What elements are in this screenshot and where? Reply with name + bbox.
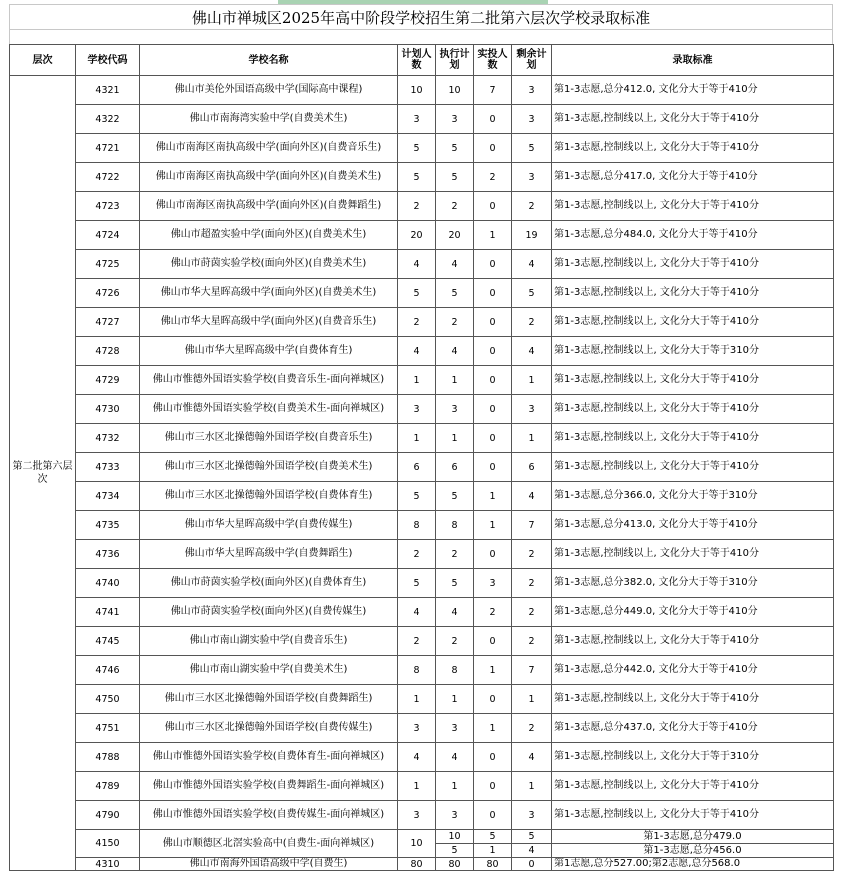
school-code: 4735 <box>76 511 140 540</box>
school-name: 佛山市南海湾实验中学(自费美术生) <box>140 105 398 134</box>
school-name: 佛山市惟德外国语实验学校(自费传媒生-面向禅城区) <box>140 801 398 830</box>
table-row <box>10 134 834 163</box>
table-row <box>10 858 834 871</box>
school-name: 佛山市三水区北操德翰外国语学校(自费体育生) <box>140 482 398 511</box>
actual-value: 5 <box>474 830 512 844</box>
actual-count: 0 <box>474 685 512 714</box>
actual-value: 1 <box>474 844 512 858</box>
exec-plan: 5 <box>436 134 474 163</box>
exec-plan: 5 <box>436 482 474 511</box>
remain-plan: 2 <box>512 627 552 656</box>
actual-count: 0 <box>474 743 512 772</box>
actual-count: 7 <box>474 76 512 105</box>
school-name: 佛山市南海区南执高级中学(面向外区)(自费舞蹈生) <box>140 192 398 221</box>
remain-plan: 2 <box>512 569 552 598</box>
admission-standard: 第1-3志愿,控制线以上, 文化分大于等于410分 <box>552 250 834 279</box>
admission-standard: 第1-3志愿,控制线以上, 文化分大于等于410分 <box>552 105 834 134</box>
actual-count: 0 <box>474 279 512 308</box>
plan-count: 4 <box>398 743 436 772</box>
plan-count: 8 <box>398 656 436 685</box>
actual-count: 0 <box>474 453 512 482</box>
school-name: 佛山市三水区北操德翰外国语学校(自费音乐生) <box>140 424 398 453</box>
header-plan: 计划人数 <box>398 45 436 76</box>
school-code: 4727 <box>76 308 140 337</box>
exec-plan: 2 <box>436 540 474 569</box>
school-name: 佛山市三水区北操德翰外国语学校(自费美术生) <box>140 453 398 482</box>
table-row <box>10 395 834 424</box>
remain-plan: 1 <box>512 424 552 453</box>
school-name: 佛山市惟德外国语实验学校(自费舞蹈生-面向禅城区) <box>140 772 398 801</box>
school-code: 4751 <box>76 714 140 743</box>
remain-plan: 7 <box>512 511 552 540</box>
exec-plan: 1 <box>436 772 474 801</box>
remain-plan: 1 <box>512 772 552 801</box>
header-name: 学校名称 <box>140 45 398 76</box>
exec-plan: 2 <box>436 308 474 337</box>
admission-standard: 第1-3志愿,总分484.0, 文化分大于等于410分 <box>552 221 834 250</box>
admission-standard: 第1-3志愿,控制线以上, 文化分大于等于410分 <box>552 366 834 395</box>
school-name: 佛山市三水区北操德翰外国语学校(自费传媒生) <box>140 714 398 743</box>
admission-standard: 第1-3志愿,控制线以上, 文化分大于等于410分 <box>552 801 834 830</box>
school-code: 4788 <box>76 743 140 772</box>
plan-count: 4 <box>398 337 436 366</box>
exec-plan: 1 <box>436 424 474 453</box>
remain-plan: 2 <box>512 308 552 337</box>
table-row <box>10 569 834 598</box>
table-row <box>10 540 834 569</box>
actual-count: 1 <box>474 656 512 685</box>
school-code: 4746 <box>76 656 140 685</box>
exec-plan: 6 <box>436 453 474 482</box>
exec-plan: 20 <box>436 221 474 250</box>
plan-count: 6 <box>398 453 436 482</box>
school-code: 4745 <box>76 627 140 656</box>
plan-count: 10 <box>398 830 436 858</box>
remain-plan: 6 <box>512 453 552 482</box>
exec-value: 5 <box>436 844 474 858</box>
school-code: 4740 <box>76 569 140 598</box>
header-level: 层次 <box>10 45 76 76</box>
admission-standard: 第1-3志愿,控制线以上, 文化分大于等于410分 <box>552 540 834 569</box>
school-code: 4722 <box>76 163 140 192</box>
school-name: 佛山市美伦外国语高级中学(国际高中课程) <box>140 76 398 105</box>
school-name: 佛山市莳茵实验学校(面向外区)(自费传媒生) <box>140 598 398 627</box>
exec-plan: 8 <box>436 511 474 540</box>
admission-standard: 第1-3志愿,总分442.0, 文化分大于等于410分 <box>552 656 834 685</box>
table-row <box>10 511 834 540</box>
table-row <box>10 743 834 772</box>
school-name: 佛山市超盈实验中学(面向外区)(自费美术生) <box>140 221 398 250</box>
admission-standard: 第1-3志愿,总分456.0 <box>552 844 834 858</box>
school-code: 4741 <box>76 598 140 627</box>
header-row <box>10 45 834 76</box>
plan-count: 5 <box>398 279 436 308</box>
school-code: 4150 <box>76 830 140 858</box>
school-name: 佛山市南海区南执高级中学(面向外区)(自费美术生) <box>140 163 398 192</box>
plan-count: 4 <box>398 598 436 627</box>
actual-count: 0 <box>474 250 512 279</box>
header-standard: 录取标准 <box>552 45 834 76</box>
table-row <box>10 772 834 801</box>
admission-standard: 第1-3志愿,总分412.0, 文化分大于等于410分 <box>552 76 834 105</box>
plan-count: 5 <box>398 134 436 163</box>
actual-count: 1 <box>474 221 512 250</box>
remain-plan: 4 <box>512 743 552 772</box>
table-row <box>10 163 834 192</box>
header-code: 学校代码 <box>76 45 140 76</box>
plan-count: 2 <box>398 192 436 221</box>
exec-plan: 3 <box>436 105 474 134</box>
school-name: 佛山市华大星晖高级中学(自费传媒生) <box>140 511 398 540</box>
school-code: 4725 <box>76 250 140 279</box>
exec-value: 10 <box>436 830 474 844</box>
plan-count: 3 <box>398 714 436 743</box>
plan-count: 3 <box>398 801 436 830</box>
actual-count: 2 <box>474 598 512 627</box>
table-row-split <box>10 830 834 844</box>
remain-plan: 19 <box>512 221 552 250</box>
remain-plan: 3 <box>512 105 552 134</box>
actual-count: 0 <box>474 772 512 801</box>
table-row <box>10 685 834 714</box>
admission-standard: 第1-3志愿,控制线以上, 文化分大于等于410分 <box>552 192 834 221</box>
actual-count: 0 <box>474 540 512 569</box>
school-code: 4732 <box>76 424 140 453</box>
actual-count: 2 <box>474 163 512 192</box>
remain-plan: 1 <box>512 366 552 395</box>
plan-count: 5 <box>398 163 436 192</box>
school-code: 4728 <box>76 337 140 366</box>
table-row <box>10 279 834 308</box>
school-code: 4321 <box>76 76 140 105</box>
actual-count: 0 <box>474 627 512 656</box>
school-code: 4789 <box>76 772 140 801</box>
actual-count: 1 <box>474 511 512 540</box>
school-code: 4322 <box>76 105 140 134</box>
admission-standard: 第1-3志愿,控制线以上, 文化分大于等于410分 <box>552 685 834 714</box>
plan-count: 1 <box>398 424 436 453</box>
school-name: 佛山市三水区北操德翰外国语学校(自费舞蹈生) <box>140 685 398 714</box>
remain-plan: 2 <box>512 598 552 627</box>
plan-count: 10 <box>398 76 436 105</box>
school-name: 佛山市南山湖实验中学(自费美术生) <box>140 656 398 685</box>
table-row <box>10 250 834 279</box>
actual-count: 0 <box>474 801 512 830</box>
school-code: 4726 <box>76 279 140 308</box>
table-row <box>10 337 834 366</box>
blank-row <box>9 30 833 44</box>
remain-plan: 4 <box>512 337 552 366</box>
admission-standard: 第1-3志愿,控制线以上, 文化分大于等于410分 <box>552 395 834 424</box>
school-code: 4790 <box>76 801 140 830</box>
actual-count: 0 <box>474 337 512 366</box>
sheet-title: 佛山市禅城区2025年高中阶段学校招生第二批第六层次学校录取标准 <box>9 4 833 30</box>
school-name: 佛山市华大星晖高级中学(自费舞蹈生) <box>140 540 398 569</box>
school-code: 4723 <box>76 192 140 221</box>
admission-standard: 第1志愿,总分527.00;第2志愿,总分568.0 <box>552 858 834 871</box>
exec-plan: 4 <box>436 250 474 279</box>
remain-value: 5 <box>512 830 552 844</box>
admission-table <box>9 44 834 871</box>
actual-count: 0 <box>474 105 512 134</box>
admission-standard: 第1-3志愿,总分366.0, 文化分大于等于310分 <box>552 482 834 511</box>
actual-count: 0 <box>474 192 512 221</box>
table-row <box>10 366 834 395</box>
admission-standard: 第1-3志愿,总分449.0, 文化分大于等于410分 <box>552 598 834 627</box>
actual-count: 0 <box>474 134 512 163</box>
header-exec: 执行计划 <box>436 45 474 76</box>
admission-standard: 第1-3志愿,控制线以上, 文化分大于等于310分 <box>552 743 834 772</box>
table-body <box>10 76 834 871</box>
exec-plan: 4 <box>436 337 474 366</box>
actual-count: 80 <box>474 858 512 871</box>
table-row <box>10 627 834 656</box>
plan-count: 1 <box>398 772 436 801</box>
table-row <box>10 598 834 627</box>
school-code: 4733 <box>76 453 140 482</box>
exec-plan: 5 <box>436 569 474 598</box>
table-row <box>10 714 834 743</box>
school-name: 佛山市莳茵实验学校(面向外区)(自费美术生) <box>140 250 398 279</box>
remain-value: 4 <box>512 844 552 858</box>
actual-count: 0 <box>474 308 512 337</box>
actual-count: 0 <box>474 366 512 395</box>
plan-count: 1 <box>398 366 436 395</box>
table-row <box>10 453 834 482</box>
admission-standard: 第1-3志愿,控制线以上, 文化分大于等于410分 <box>552 134 834 163</box>
plan-count: 2 <box>398 308 436 337</box>
table-row <box>10 221 834 250</box>
remain-plan: 3 <box>512 76 552 105</box>
remain-plan: 4 <box>512 250 552 279</box>
exec-plan: 3 <box>436 801 474 830</box>
school-name: 佛山市华大星晖高级中学(自费体育生) <box>140 337 398 366</box>
school-code: 4734 <box>76 482 140 511</box>
admission-standard: 第1-3志愿,总分417.0, 文化分大于等于410分 <box>552 163 834 192</box>
plan-count: 3 <box>398 105 436 134</box>
table-row <box>10 192 834 221</box>
school-name: 佛山市惟德外国语实验学校(自费音乐生-面向禅城区) <box>140 366 398 395</box>
exec-plan: 2 <box>436 192 474 221</box>
school-code: 4730 <box>76 395 140 424</box>
remain-plan: 5 <box>512 134 552 163</box>
school-code: 4721 <box>76 134 140 163</box>
actual-count: 1 <box>474 714 512 743</box>
plan-count: 20 <box>398 221 436 250</box>
exec-plan: 80 <box>436 858 474 871</box>
school-name: 佛山市惟德外国语实验学校(自费体育生-面向禅城区) <box>140 743 398 772</box>
exec-plan: 5 <box>436 279 474 308</box>
school-name: 佛山市南海区南执高级中学(面向外区)(自费音乐生) <box>140 134 398 163</box>
school-code: 4310 <box>76 858 140 871</box>
admission-standard: 第1-3志愿,控制线以上, 文化分大于等于310分 <box>552 337 834 366</box>
remain-plan: 1 <box>512 685 552 714</box>
remain-plan: 2 <box>512 192 552 221</box>
admission-standard: 第1-3志愿,控制线以上, 文化分大于等于410分 <box>552 627 834 656</box>
school-code: 4724 <box>76 221 140 250</box>
remain-plan: 5 <box>512 279 552 308</box>
school-name: 佛山市南海外国语高级中学(自费生) <box>140 858 398 871</box>
school-name: 佛山市华大星晖高级中学(面向外区)(自费美术生) <box>140 279 398 308</box>
plan-count: 5 <box>398 569 436 598</box>
remain-plan: 0 <box>512 858 552 871</box>
remain-plan: 2 <box>512 714 552 743</box>
school-code: 4736 <box>76 540 140 569</box>
remain-plan: 3 <box>512 395 552 424</box>
plan-count: 2 <box>398 627 436 656</box>
actual-count: 0 <box>474 395 512 424</box>
plan-count: 2 <box>398 540 436 569</box>
plan-count: 80 <box>398 858 436 871</box>
table-row <box>10 424 834 453</box>
header-remain: 剩余计划 <box>512 45 552 76</box>
school-name: 佛山市莳茵实验学校(面向外区)(自费体育生) <box>140 569 398 598</box>
exec-plan: 4 <box>436 598 474 627</box>
plan-count: 3 <box>398 395 436 424</box>
table-row <box>10 482 834 511</box>
admission-standard: 第1-3志愿,控制线以上, 文化分大于等于410分 <box>552 424 834 453</box>
exec-plan: 3 <box>436 714 474 743</box>
school-name: 佛山市惟德外国语实验学校(自费美术生-面向禅城区) <box>140 395 398 424</box>
admission-standard: 第1-3志愿,控制线以上, 文化分大于等于410分 <box>552 308 834 337</box>
table-row <box>10 76 834 105</box>
remain-plan: 3 <box>512 163 552 192</box>
admission-standard: 第1-3志愿,控制线以上, 文化分大于等于410分 <box>552 772 834 801</box>
school-name: 佛山市南山湖实验中学(自费音乐生) <box>140 627 398 656</box>
admission-standard: 第1-3志愿,总分479.0 <box>552 830 834 844</box>
actual-count: 0 <box>474 424 512 453</box>
remain-plan: 3 <box>512 801 552 830</box>
level-cell: 第二批第六层次 <box>10 76 76 871</box>
table-row <box>10 308 834 337</box>
actual-count: 3 <box>474 569 512 598</box>
exec-plan: 4 <box>436 743 474 772</box>
plan-count: 1 <box>398 685 436 714</box>
remain-plan: 7 <box>512 656 552 685</box>
exec-plan: 3 <box>436 395 474 424</box>
admission-standard: 第1-3志愿,控制线以上, 文化分大于等于410分 <box>552 453 834 482</box>
plan-count: 4 <box>398 250 436 279</box>
exec-plan: 10 <box>436 76 474 105</box>
school-name: 佛山市顺德区北滘实验高中(自费生-面向禅城区) <box>140 830 398 858</box>
school-name: 佛山市华大星晖高级中学(面向外区)(自费音乐生) <box>140 308 398 337</box>
school-code: 4750 <box>76 685 140 714</box>
exec-plan: 5 <box>436 163 474 192</box>
remain-plan: 4 <box>512 482 552 511</box>
plan-count: 8 <box>398 511 436 540</box>
admission-standard: 第1-3志愿,总分437.0, 文化分大于等于410分 <box>552 714 834 743</box>
exec-plan: 1 <box>436 685 474 714</box>
school-code: 4729 <box>76 366 140 395</box>
remain-plan: 2 <box>512 540 552 569</box>
admission-standard: 第1-3志愿,控制线以上, 文化分大于等于410分 <box>552 279 834 308</box>
table-row <box>10 105 834 134</box>
exec-plan: 2 <box>436 627 474 656</box>
table-row <box>10 656 834 685</box>
admission-standard: 第1-3志愿,总分382.0, 文化分大于等于310分 <box>552 569 834 598</box>
header-actual: 实投人数 <box>474 45 512 76</box>
table-row <box>10 801 834 830</box>
admission-standard: 第1-3志愿,总分413.0, 文化分大于等于410分 <box>552 511 834 540</box>
actual-count: 1 <box>474 482 512 511</box>
exec-plan: 1 <box>436 366 474 395</box>
plan-count: 5 <box>398 482 436 511</box>
exec-plan: 8 <box>436 656 474 685</box>
